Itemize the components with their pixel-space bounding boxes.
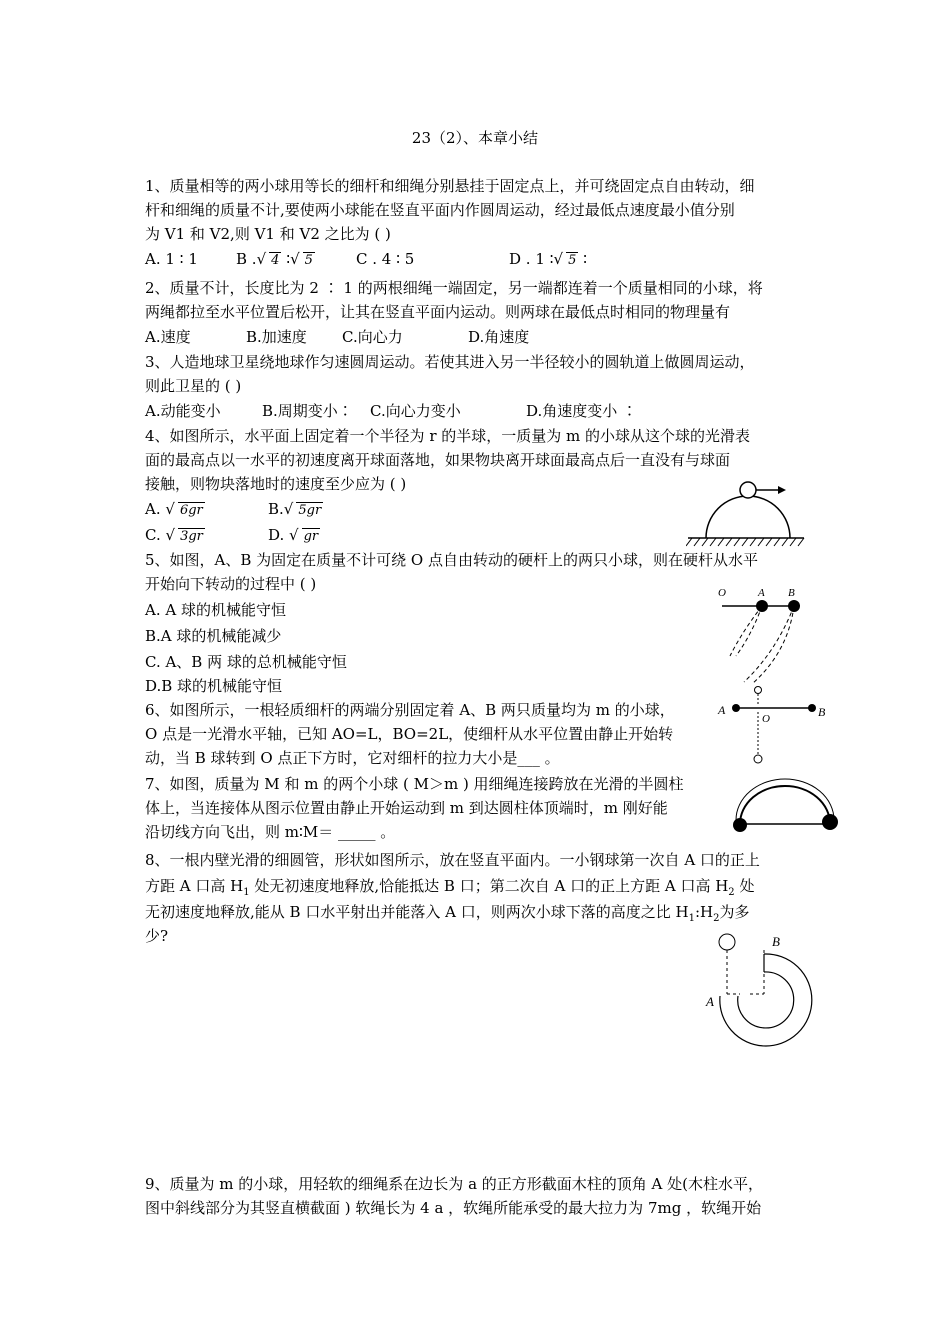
q4-option-a: A. √ 6gr <box>145 500 203 518</box>
q2-line-2: 两绳都拉至水平位置后松开，让其在竖直平面内运动。则两球在最低点时相同的物理量有 <box>145 303 731 321</box>
q8-line-3-part-2: :H <box>694 903 714 921</box>
q6-label-b: B <box>818 705 826 719</box>
q2-option-a: A.速度 <box>145 328 191 346</box>
q6-rod-figure <box>716 682 834 768</box>
q8-line-4: 少? <box>145 927 169 945</box>
q4-option-c-label: C. <box>145 526 161 544</box>
q7-line-3: 沿切线方向飞出，则 m∶M＝ _____ 。 <box>145 823 396 841</box>
q7-line-1: 7、如图，质量为 M 和 m 的两个小球 ( M＞m ) 用细绳连接跨放在光滑的半圆柱 <box>145 775 684 793</box>
q6-line-1: 6、如图所示，一根轻质细杆的两端分别固定着 A、B 两只质量均为 m 的小球， <box>145 701 675 719</box>
q5-label-b: B <box>788 587 795 599</box>
q8-label-b: B <box>772 934 780 949</box>
q1-option-b: B .√ 4 ∶√ 5 <box>236 250 313 268</box>
q1-option-b-sqrt2: 5 <box>304 253 313 268</box>
q1-option-b-sqrt1: 4 <box>271 253 280 268</box>
q4-option-a-sqrt: 6gr <box>179 503 203 518</box>
q2-line-1: 2、质量不计，长度比为 2 ∶ 1 的两根细绳一端固定，另一端都连着一个质量相同的小球，将 <box>145 279 763 297</box>
q9-line-2: 图中斜线部分为其竖直横截面 ) 软绳长为 4 a ，软绳所能承受的最大拉力为 7mg ，软绳开始 <box>145 1199 762 1217</box>
q4-option-b-sqrt: 5gr <box>298 503 322 518</box>
q6-line-2: O 点是一光滑水平轴，已知 AO=L，BO=2L，使细杆从水平位置由静止开始转 <box>145 725 674 743</box>
q2-option-b: B.加速度 <box>246 328 307 346</box>
q3-option-d: D.角速度变小 ∶ <box>526 402 638 420</box>
q1-option-b-sep: ∶ <box>286 250 291 268</box>
q1-option-c: C . 4 ∶ 5 <box>356 250 415 268</box>
q1-option-d: D . 1 ∶√ 5 ∶ <box>509 250 588 268</box>
q8-line-1: 8、一根内壁光滑的细圆管，形状如图所示，放在竖直平面内。一小钢球第一次自 A 口的正上 <box>145 851 760 869</box>
q5-option-b: B.A 球的机械能减少 <box>145 627 282 645</box>
q3-option-b: B.周期变小∶ <box>262 402 353 420</box>
q1-option-a: A. 1 ∶ 1 <box>145 250 198 268</box>
q6-line-3: 动，当 B 球转到 O 点正下方时，它对细杆的拉力大小是___ 。 <box>145 749 560 767</box>
q3-line-1: 3、人造地球卫星绕地球作匀速圆周运动。若使其进入另一半径较小的圆轨道上做圆周运动， <box>145 353 755 371</box>
q3-line-2: 则此卫星的 ( ) <box>145 377 242 395</box>
q4-option-a-label: A. <box>145 500 161 518</box>
q4-line-2: 面的最高点以一水平的初速度离开球面落地，如果物块离开球面最高点后一直没有与球面 <box>145 451 731 469</box>
q7-line-2: 体上，当连接体从图示位置由静止开始运动到 m 到达圆柱体顶端时，m 刚好能 <box>145 799 668 817</box>
q1-line-3: 为 V1 和 V2,则 V1 和 V2 之比为 ( ) <box>145 225 391 243</box>
q5-line-2: 开始向下转动的过程中 ( ) <box>145 575 317 593</box>
q4-hemisphere-figure <box>686 478 806 550</box>
q1-line-1: 1、质量相等的两小球用等长的细杆和细绳分别悬挂于固定点上，并可绕固定点自由转动，细 <box>145 177 755 195</box>
q2-option-d: D.角速度 <box>468 328 530 346</box>
q6-label-o: O <box>762 713 770 725</box>
q1-line-2: 杆和细绳的质量不计,要使两小球能在竖直平面内作圆周运动，经过最低点速度最小值分别 <box>145 201 735 219</box>
q1-option-b-label: B . <box>236 250 257 268</box>
q1-option-d-sqrt: 5 <box>568 253 577 268</box>
page-title: 23（2）、本章小结 <box>411 129 539 147</box>
q1-option-d-sep: ∶ <box>583 250 588 268</box>
q8-line-2-part-1: 方距 A 口高 H <box>145 877 244 895</box>
q1-option-d-label: D . 1 ∶ <box>509 250 554 268</box>
q8-sub-4: 2 <box>713 913 720 924</box>
q2-option-c: C.向心力 <box>342 328 403 346</box>
q9-line-1: 9、质量为 m 的小球，用轻软的细绳系在边长为 a 的正方形截面木柱的顶角 A 处(木柱水平， <box>145 1175 764 1193</box>
q5-rod-figure <box>716 582 816 692</box>
q6-label-a: A <box>718 703 726 717</box>
q4-option-c-sqrt: 3gr <box>180 529 203 544</box>
q5-line-1: 5、如图，A、B 为固定在质量不计可绕 O 点自由转动的硬杆上的两只小球，则在硬杆从水平 <box>145 551 759 569</box>
q8-sub-1: 1 <box>243 887 250 898</box>
q8-line-3-part-3: 为多 <box>719 903 750 921</box>
q4-line-1: 4、如图所示，水平面上固定着一个半径为 r 的半球，一质量为 m 的小球从这个球的光滑表 <box>145 427 751 445</box>
q5-label-a: A <box>758 587 765 599</box>
q4-option-d-sqrt: gr <box>303 529 319 544</box>
q4-line-3: 接触，则物块落地时的速度至少应为 ( ) <box>145 475 407 493</box>
q8-line-2-part-2: 处无初速度地释放,恰能抵达 B 口；第二次自 A 口的正上方距 A 口高 H <box>254 877 729 895</box>
q7-half-cylinder-figure <box>726 774 838 838</box>
q8-tube-figure <box>702 930 822 1048</box>
q8-line-3-part-1: 无初速度地释放,能从 B 口水平射出并能落入 A 口，则两次小球下落的高度之比 H <box>145 903 689 921</box>
q4-option-b-label: B. <box>268 500 284 518</box>
q4-option-c: C. √ 3gr <box>145 526 203 544</box>
q5-option-d: D.B 球的机械能守恒 <box>145 677 283 695</box>
q4-option-b: B.√ 5gr <box>268 500 322 518</box>
q8-line-2-part-3: 处 <box>739 877 755 895</box>
q5-option-a: A. A 球的机械能守恒 <box>145 601 286 619</box>
q4-option-d-label: D. <box>268 526 285 544</box>
q8-sub-3: 1 <box>688 913 695 924</box>
q4-option-d: D. √ gr <box>268 526 319 544</box>
q8-label-a: A <box>706 994 714 1009</box>
q8-sub-2: 2 <box>728 887 735 898</box>
q8-line-3 <box>145 900 749 931</box>
q5-label-o: O <box>718 587 726 599</box>
q5-option-c: C. A、B 两 球的总机械能守恒 <box>145 653 347 671</box>
q3-option-c: C.向心力变小 <box>370 402 461 420</box>
q3-option-a: A.动能变小 <box>145 402 221 420</box>
